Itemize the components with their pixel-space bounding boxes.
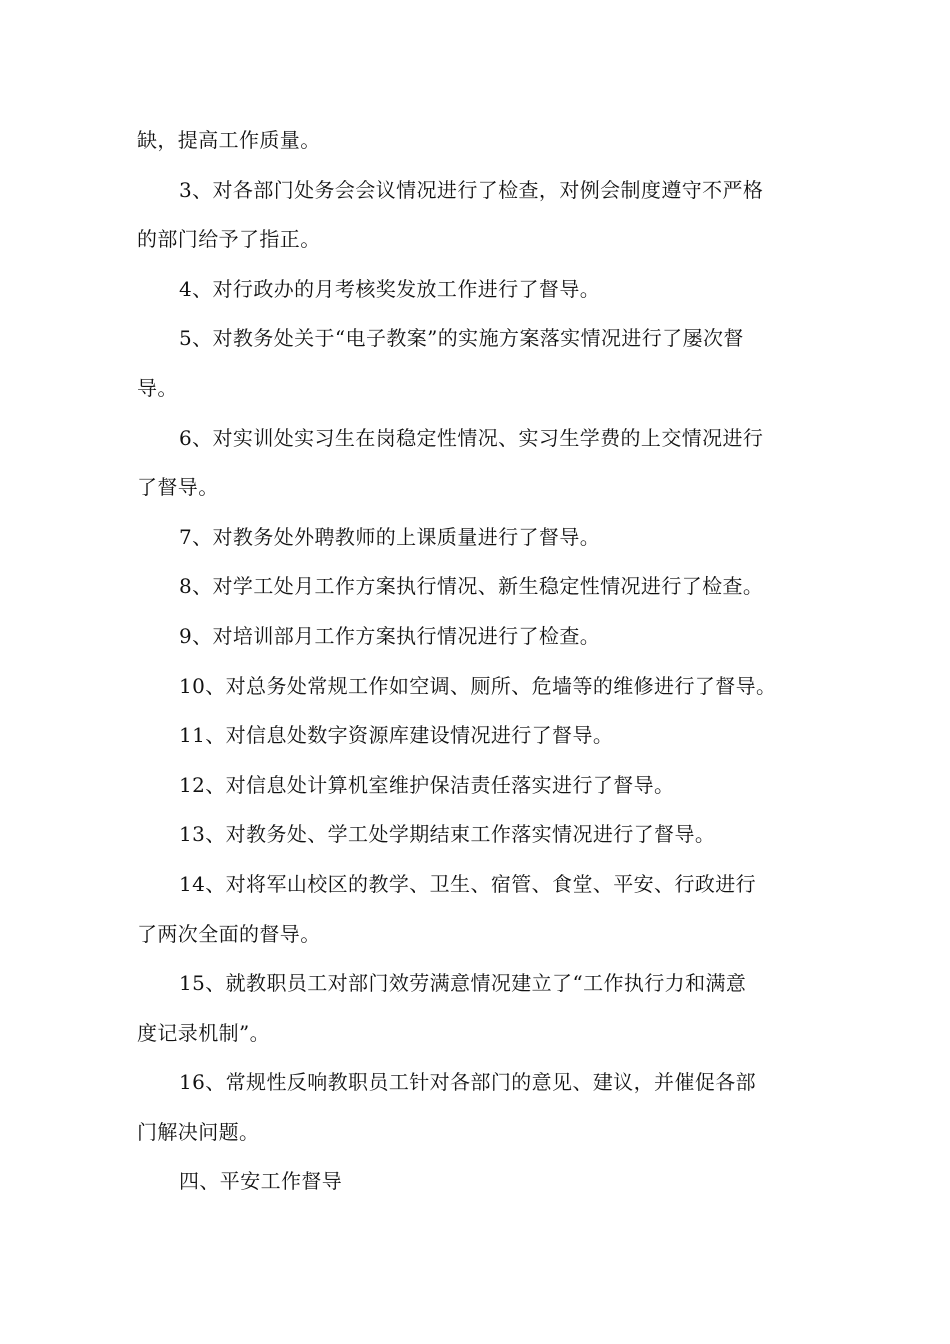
paragraph-1 (137, 116, 827, 166)
paragraph-item-13 (137, 810, 827, 860)
text-line: 3、对各部门处务会会议情况进行了检查，对例会制度遵守不严格 (179, 177, 764, 202)
text-line: 10、对总务处常规工作如空调、厕所、危墙等的维修进行了督导。 (179, 673, 777, 698)
text-line: 14、对将军山校区的教学、卫生、宿管、食堂、平安、行政进行 (179, 871, 757, 896)
paragraph-item-8 (137, 562, 827, 612)
text-line: 度记录机制”。 (137, 1020, 271, 1045)
paragraph-item-16 (137, 1058, 827, 1157)
text-line: 5、对教务处关于“电子教案”的实施方案落实情况进行了屡次督 (179, 326, 744, 351)
text-line: 13、对教务处、学工处学期结束工作落实情况进行了督导。 (179, 822, 716, 847)
paragraph-item-15 (137, 959, 827, 1058)
text-line: 4、对行政办的月考核奖发放工作进行了督导。 (179, 276, 601, 301)
paragraph-item-4 (137, 265, 827, 315)
section-heading-text: 四、平安工作督导 (179, 1169, 343, 1194)
text-line: 了督导。 (137, 475, 219, 500)
paragraph-item-6 (137, 414, 827, 513)
text-line: 6、对实训处实习生在岗稳定性情况、实习生学费的上交情况进行 (179, 425, 764, 450)
document-body (137, 116, 827, 1207)
paragraph-item-3 (137, 166, 827, 265)
text-line: 9、对培训部月工作方案执行情况进行了检查。 (179, 623, 601, 648)
paragraph-item-7 (137, 513, 827, 563)
text-line: 11、对信息处数字资源库建设情况进行了督导。 (179, 723, 614, 748)
paragraph-item-5 (137, 314, 827, 413)
text-line: 16、常规性反响教职员工针对各部门的意见、建议，并催促各部 (179, 1070, 757, 1095)
text-line: 15、就教职员工对部门效劳满意情况建立了“工作执行力和满意 (179, 971, 747, 996)
text-line: 7、对教务处外聘教师的上课质量进行了督导。 (179, 524, 601, 549)
paragraph-item-9 (137, 612, 827, 662)
text-line: 8、对学工处月工作方案执行情况、新生稳定性情况进行了检查。 (179, 574, 764, 599)
section-heading (137, 1157, 827, 1207)
text-line: 导。 (137, 375, 178, 400)
paragraph-item-14 (137, 860, 827, 959)
paragraph-item-12 (137, 761, 827, 811)
text-line: 门解决问题。 (137, 1119, 260, 1144)
text-line: 缺，提高工作质量。 (137, 128, 321, 152)
text-line: 了两次全面的督导。 (137, 921, 321, 946)
text-line: 12、对信息处计算机室维护保洁责任落实进行了督导。 (179, 772, 675, 797)
paragraph-item-11 (137, 711, 827, 761)
text-line: 的部门给予了指正。 (137, 227, 321, 252)
paragraph-item-10 (137, 662, 827, 712)
